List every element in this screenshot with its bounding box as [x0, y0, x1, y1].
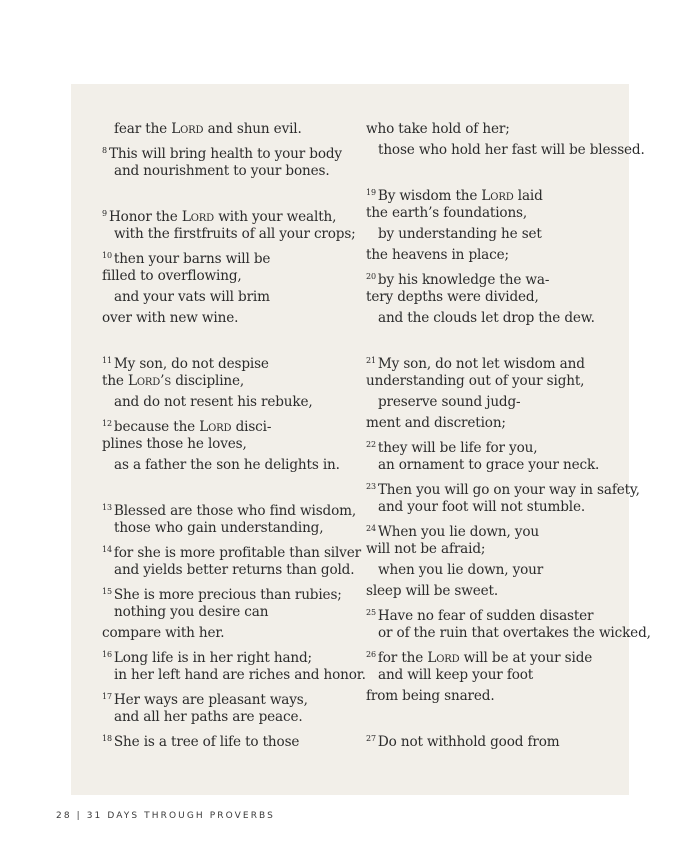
divine-name: Lord’s — [127, 373, 172, 389]
verse-line — [102, 392, 366, 413]
verse-text: for she is more profitable than silver — [113, 545, 361, 561]
verse-line — [366, 119, 651, 140]
divine-name: Lord — [427, 650, 460, 666]
verse-line — [102, 497, 366, 518]
verse-line — [102, 245, 366, 266]
verse-text: and your vats will brim — [114, 289, 270, 305]
verse-text: nothing you desire can — [114, 604, 269, 620]
verse-text: in her left hand are riches and honor. — [114, 667, 366, 683]
verse-line — [102, 413, 366, 434]
page-number: 28 — [56, 811, 72, 821]
verse-line — [366, 224, 651, 245]
verse-text: By wisdom the — [377, 188, 482, 204]
verse-text: and all her paths are peace. — [114, 709, 303, 725]
verse-text: compare with her. — [102, 625, 225, 641]
verse-text: and do not resent his rebuke, — [114, 394, 313, 410]
verse-line — [102, 455, 366, 476]
verse-line — [102, 644, 366, 665]
verse-text: will be at your side — [459, 650, 593, 666]
stanza-break — [102, 476, 366, 497]
verse-number: 13 — [102, 503, 112, 512]
verse-line — [102, 539, 366, 560]
verse-text: by understanding he set — [378, 226, 542, 242]
verse-text: and your foot will not stumble. — [378, 499, 586, 515]
verse-line — [366, 203, 651, 224]
divine-name: Lord — [481, 188, 514, 204]
stanza-break — [102, 329, 366, 350]
verse-text: and nourishment to your bones. — [114, 163, 330, 179]
verse-line — [366, 392, 651, 413]
divine-name: Lord — [199, 419, 232, 435]
verse-number: 10 — [102, 251, 112, 260]
verse-line — [102, 371, 366, 392]
stanza-break — [366, 707, 651, 728]
verse-text: Honor the — [108, 209, 182, 225]
verse-number: 23 — [366, 482, 376, 491]
verse-line — [366, 728, 651, 749]
verse-text: tery depths were divided, — [366, 289, 539, 305]
verse-line — [102, 119, 366, 140]
verse-number: 26 — [366, 650, 376, 659]
verse-line — [102, 161, 366, 182]
verse-text: and yields better returns than gold. — [114, 562, 355, 578]
verse-line — [366, 434, 651, 455]
verse-line — [366, 140, 651, 161]
verse-line — [366, 644, 651, 665]
verse-line — [366, 413, 651, 434]
verse-line — [366, 518, 651, 539]
footer-separator: | — [76, 811, 82, 821]
verse-line — [366, 476, 651, 497]
verse-text: She is more precious than rubies; — [113, 587, 342, 603]
verse-number: 20 — [366, 272, 376, 281]
verse-text: My son, do not let wisdom and — [377, 356, 585, 372]
verse-text: the earth’s foundations, — [366, 205, 528, 221]
verse-text: with your wealth, — [214, 209, 337, 225]
verse-text: sleep will be sweet. — [366, 583, 498, 599]
verse-line — [366, 245, 651, 266]
stanza-break — [366, 161, 651, 182]
verse-text: plines those he loves, — [102, 436, 247, 452]
verse-text: fear the — [114, 121, 172, 137]
divine-name: Lord — [181, 209, 215, 225]
verse-text: with the firstfruits of all your crops; — [114, 226, 356, 242]
verse-text: because the — [113, 419, 200, 435]
verse-number: 15 — [102, 587, 112, 596]
verse-line — [102, 518, 366, 539]
verse-text: She is a tree of life to those — [113, 734, 300, 750]
verse-line — [366, 350, 651, 371]
left-column — [102, 119, 366, 749]
page-footer — [56, 811, 275, 821]
verse-number: 8 — [102, 146, 107, 155]
verse-text: ment and discretion; — [366, 415, 506, 431]
verse-number: 18 — [102, 734, 112, 743]
verse-number: 22 — [366, 440, 376, 449]
verse-text: Long life is in her right hand; — [113, 650, 312, 666]
verse-line — [102, 665, 366, 686]
verse-text: discipline, — [171, 373, 245, 389]
verse-text: from being snared. — [366, 688, 495, 704]
verse-text: who take hold of her; — [366, 121, 510, 137]
verse-text: This will bring health to your body — [108, 146, 342, 162]
verse-line — [102, 560, 366, 581]
verse-text: as a father the son he delights in. — [114, 457, 340, 473]
verse-text: the — [102, 373, 128, 389]
verse-number: 21 — [366, 356, 376, 365]
verse-text: Then you will go on your way in safety, — [377, 482, 640, 498]
verse-line — [102, 623, 366, 644]
verse-line — [366, 539, 651, 560]
verse-number: 17 — [102, 692, 112, 701]
verse-number: 11 — [102, 356, 112, 365]
verse-number: 27 — [366, 734, 376, 743]
verse-line — [366, 308, 651, 329]
verse-text: disci- — [231, 419, 272, 435]
stanza-break — [102, 182, 366, 203]
verse-text: the heavens in place; — [366, 247, 509, 263]
verse-line — [102, 728, 366, 749]
verse-text: they will be life for you, — [377, 440, 538, 456]
divine-name: Lord — [171, 121, 204, 137]
verse-number: 19 — [366, 188, 376, 197]
verse-text: Do not withhold good from — [377, 734, 560, 750]
verse-line — [102, 602, 366, 623]
verse-number: 9 — [102, 209, 107, 218]
verse-text: and shun evil. — [203, 121, 302, 137]
verse-number: 12 — [102, 419, 112, 428]
verse-number: 14 — [102, 545, 112, 554]
verse-line — [102, 266, 366, 287]
verse-text: When you lie down, you — [377, 524, 539, 540]
verse-line — [102, 224, 366, 245]
verse-line — [366, 182, 651, 203]
verse-text: for the — [377, 650, 428, 666]
right-column — [366, 119, 651, 749]
verse-text: preserve sound judg- — [378, 394, 521, 410]
verse-text: by his knowledge the wa- — [377, 272, 550, 288]
verse-text: laid — [513, 188, 543, 204]
stanza-break — [366, 329, 651, 350]
verse-text: filled to overflowing, — [102, 268, 242, 284]
verse-number: 16 — [102, 650, 112, 659]
verse-text: My son, do not despise — [113, 356, 269, 372]
verse-line — [102, 707, 366, 728]
verse-line — [366, 266, 651, 287]
verse-line — [366, 455, 651, 476]
verse-text: an ornament to grace your neck. — [378, 457, 600, 473]
verse-line — [102, 140, 366, 161]
verse-line — [366, 581, 651, 602]
verse-line — [102, 350, 366, 371]
verse-line — [102, 686, 366, 707]
verse-line — [102, 581, 366, 602]
verse-text: over with new wine. — [102, 310, 239, 326]
verse-line — [102, 287, 366, 308]
verse-line — [366, 665, 651, 686]
verse-text: Her ways are pleasant ways, — [113, 692, 308, 708]
verse-line — [366, 623, 651, 644]
verse-line — [366, 560, 651, 581]
verse-text: and the clouds let drop the dew. — [378, 310, 595, 326]
verse-text: when you lie down, your — [378, 562, 544, 578]
verse-text: understanding out of your sight, — [366, 373, 585, 389]
verse-line — [102, 434, 366, 455]
verse-text: Have no fear of sudden disaster — [377, 608, 594, 624]
verse-text: those who gain understanding, — [114, 520, 324, 536]
verse-line — [366, 602, 651, 623]
verse-text: those who hold her fast will be blessed. — [378, 142, 645, 158]
verse-line — [366, 371, 651, 392]
verse-text: Blessed are those who find wisdom, — [113, 503, 357, 519]
verse-text: will not be afraid; — [366, 541, 486, 557]
verse-text: and will keep your foot — [378, 667, 534, 683]
verse-line — [366, 686, 651, 707]
verse-number: 24 — [366, 524, 376, 533]
book-title: 31 DAYS THROUGH PROVERBS — [86, 811, 275, 821]
verse-line — [366, 497, 651, 518]
verse-line — [102, 308, 366, 329]
verse-text: or of the ruin that overtakes the wicked, — [378, 625, 651, 641]
verse-line — [102, 203, 366, 224]
verse-line — [366, 287, 651, 308]
verse-text: then your barns will be — [113, 251, 271, 267]
verse-number: 25 — [366, 608, 376, 617]
